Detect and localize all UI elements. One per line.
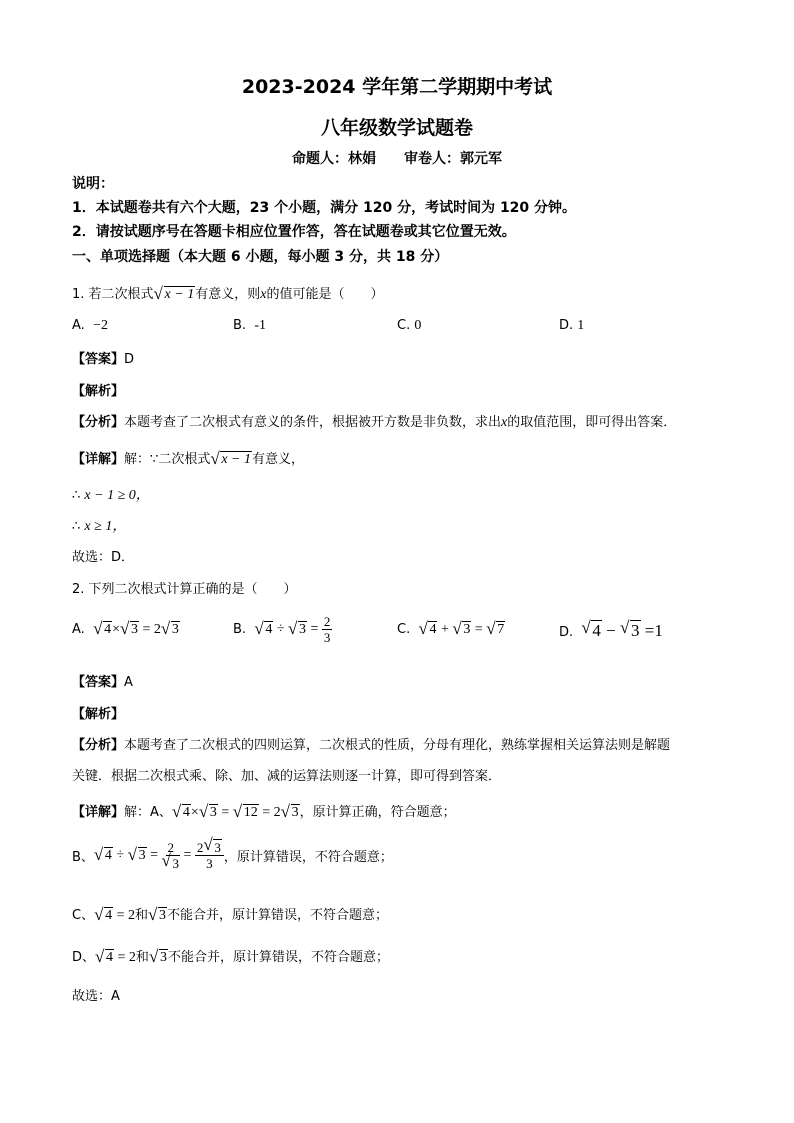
q2-fenxi-line-1: 【分析】本题考查了二次根式的四则运算，二次根式的性质，分母有理化，熟练掌握相关运算法则是解题 bbox=[72, 738, 671, 753]
q1-option-c: C. 0 bbox=[397, 318, 422, 333]
q2-answer: 【答案】A bbox=[72, 675, 133, 690]
q1-option-b: B. -1 bbox=[233, 318, 266, 333]
q1-conclusion: 故选：D． bbox=[72, 550, 135, 565]
q2-option-a: A. √ 4×√ 3 = 2√ 3 bbox=[72, 622, 180, 638]
q2-conclusion: 故选：A bbox=[72, 989, 120, 1004]
q2-option-b: B. √ 4 ÷ √ 3 = $\frac{2}{3}$ bbox=[233, 614, 332, 645]
q1-analysis-tag: 【解析】 bbox=[72, 384, 125, 399]
q1-answer: 【答案】D bbox=[72, 352, 135, 367]
q2-detail-c: C、√ 4 = 2和√ 3不能合并，原计算错误，不符合题意； bbox=[72, 904, 388, 924]
q2-detail-b: B、√ 4 ÷ √ 3 = 2 √ 3 = $\frac{2√ 3}{3}$ ，原计算错误，不符合题意； bbox=[72, 840, 393, 871]
notes-heading: 说明： bbox=[72, 176, 114, 192]
q1-middle: 有意义，则 bbox=[195, 287, 261, 302]
exam-title: 2023-2024 学年第二学期期中考试 bbox=[241, 76, 553, 98]
q2-analysis-tag: 【解析】 bbox=[72, 707, 125, 722]
q2-option-d: D. √ 4 − √ 3 =1 bbox=[559, 621, 663, 641]
q1-fenxi: 【分析】本题考查了二次根式有意义的条件，根据被开方数是非负数，求出x的取值范围，即可得出答案． bbox=[72, 415, 677, 430]
q1-radical: √ x − 1 bbox=[155, 287, 196, 303]
section-heading: 一、单项选择题（本大题 6 小题，每小题 3 分，共 18 分） bbox=[72, 249, 449, 265]
q1-option-a: A. −2 bbox=[72, 318, 108, 333]
note-item: 1．本试题卷共有六个大题，23 个小题，满分 120 分，考试时间为 120 分钟。 bbox=[72, 200, 577, 216]
exam-subtitle: 八年级数学试题卷 bbox=[320, 117, 473, 139]
q2-detail-a: 【详解】解：A、√ 4×√ 3 = √ 12 = 2√ 3，原计算正确，符合题意； bbox=[72, 801, 456, 821]
note-item: 2．请按试题序号在答题卡相应位置作答，答在试题卷或其它位置无效。 bbox=[72, 224, 516, 240]
q1-option-d: D. 1 bbox=[559, 318, 585, 333]
q2-option-c: C. √ 4 + √ 3 = √ 7 bbox=[397, 622, 505, 638]
question-2-stem: 2. 下列二次根式计算正确的是（ ） bbox=[72, 582, 297, 597]
question-1-stem bbox=[72, 283, 383, 303]
q1-prefix: 1. 若二次根式 bbox=[72, 287, 154, 302]
q1-step-1: ∴ x − 1 ≥ 0， bbox=[72, 488, 150, 503]
q1-var: x bbox=[260, 287, 267, 302]
exam-authors: 命题人：林娟 审卷人：郭元军 bbox=[292, 151, 502, 167]
q1-step-2: ∴ x ≥ 1， bbox=[72, 519, 127, 534]
q2-detail-d: D、√ 4 = 2和√ 3不能合并，原计算错误，不符合题意； bbox=[72, 946, 389, 966]
q1-detail: 【详解】解：∵二次根式√ x − 1有意义， bbox=[72, 448, 304, 468]
q1-suffix: 的值可能是（ ） bbox=[266, 287, 384, 302]
q2-fenxi-line-2: 关键．根据二次根式乘、除、加、减的运算法则逐一计算，即可得到答案． bbox=[72, 769, 502, 784]
